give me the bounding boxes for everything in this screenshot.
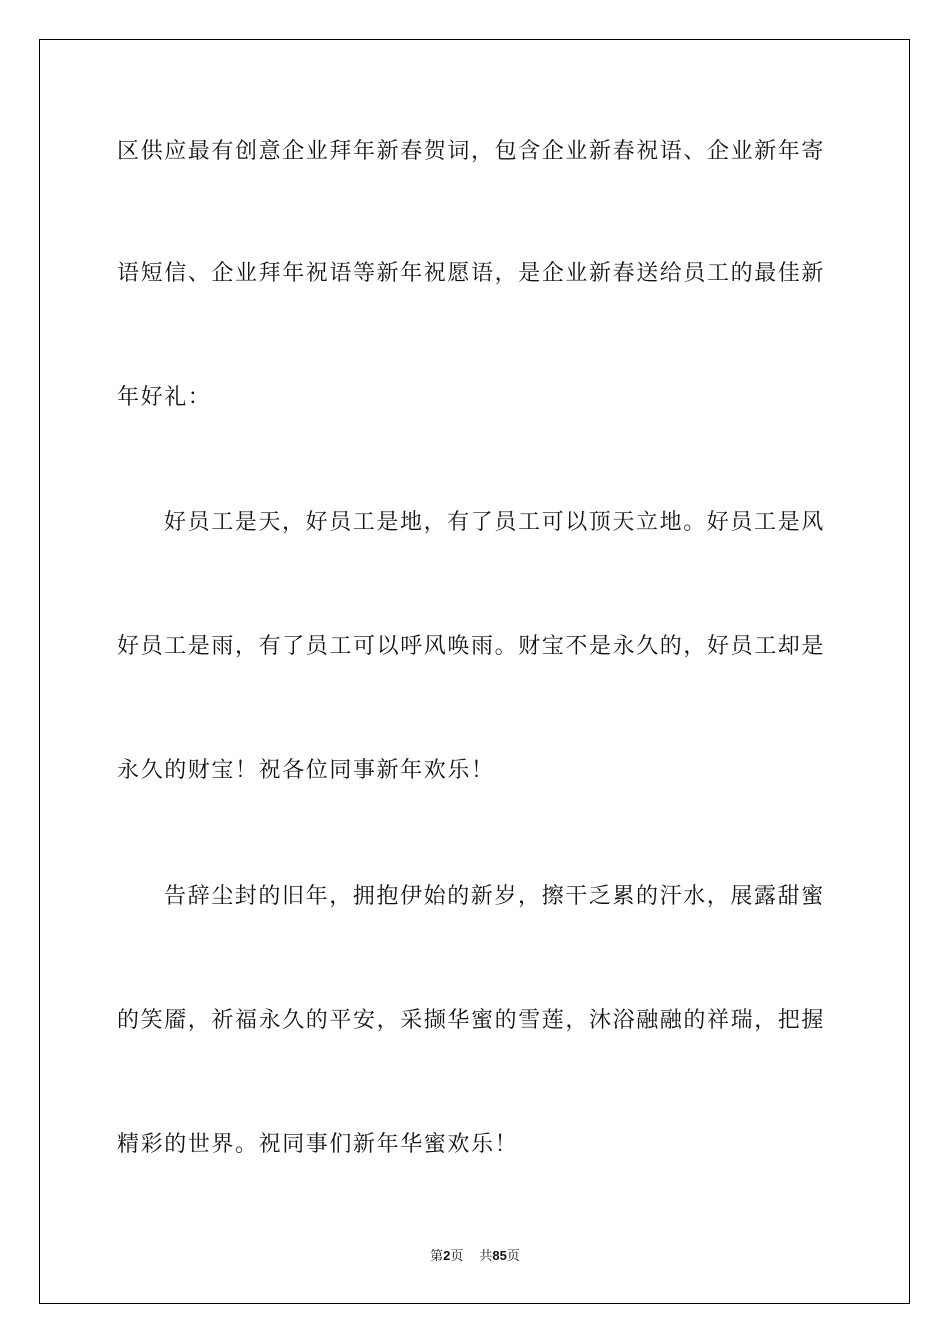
paragraph-line: 永久的财宝！祝各位同事新年欢乐！ [117, 758, 495, 783]
total-suffix: 页 [506, 1249, 520, 1264]
page-prefix: 第 [430, 1249, 444, 1264]
paragraph-line: 好员工是雨，有了员工可以呼风唤雨。财宝不是永久的，好员工却是 [117, 634, 826, 659]
page-footer [0, 1246, 950, 1267]
paragraph-line: 区供应最有创意企业拜年新春贺词，包含企业新春祝语、企业新年寄 [117, 139, 826, 164]
total-prefix: 共 [479, 1249, 493, 1264]
paragraph-line: 告辞尘封的旧年，拥抱伊始的新岁，擦干乏累的汗水，展露甜蜜 [164, 884, 825, 909]
paragraph-line: 语短信、企业拜年祝语等新年祝愿语，是企业新春送给员工的最佳新 [117, 261, 826, 286]
paragraph-line: 年好礼： [117, 385, 212, 410]
page-frame [39, 39, 910, 1304]
paragraph-line: 好员工是天，好员工是地，有了员工可以顶天立地。好员工是风 [164, 510, 825, 535]
paragraph-line: 精彩的世界。祝同事们新年华蜜欢乐！ [117, 1132, 519, 1157]
total-pages: 85 [492, 1248, 507, 1263]
paragraph-line: 的笑靥，祈福永久的平安，采撷华蜜的雪莲，沐浴融融的祥瑞，把握 [117, 1008, 826, 1033]
page-number: 2 [443, 1248, 451, 1263]
page-suffix: 页 [450, 1249, 464, 1264]
